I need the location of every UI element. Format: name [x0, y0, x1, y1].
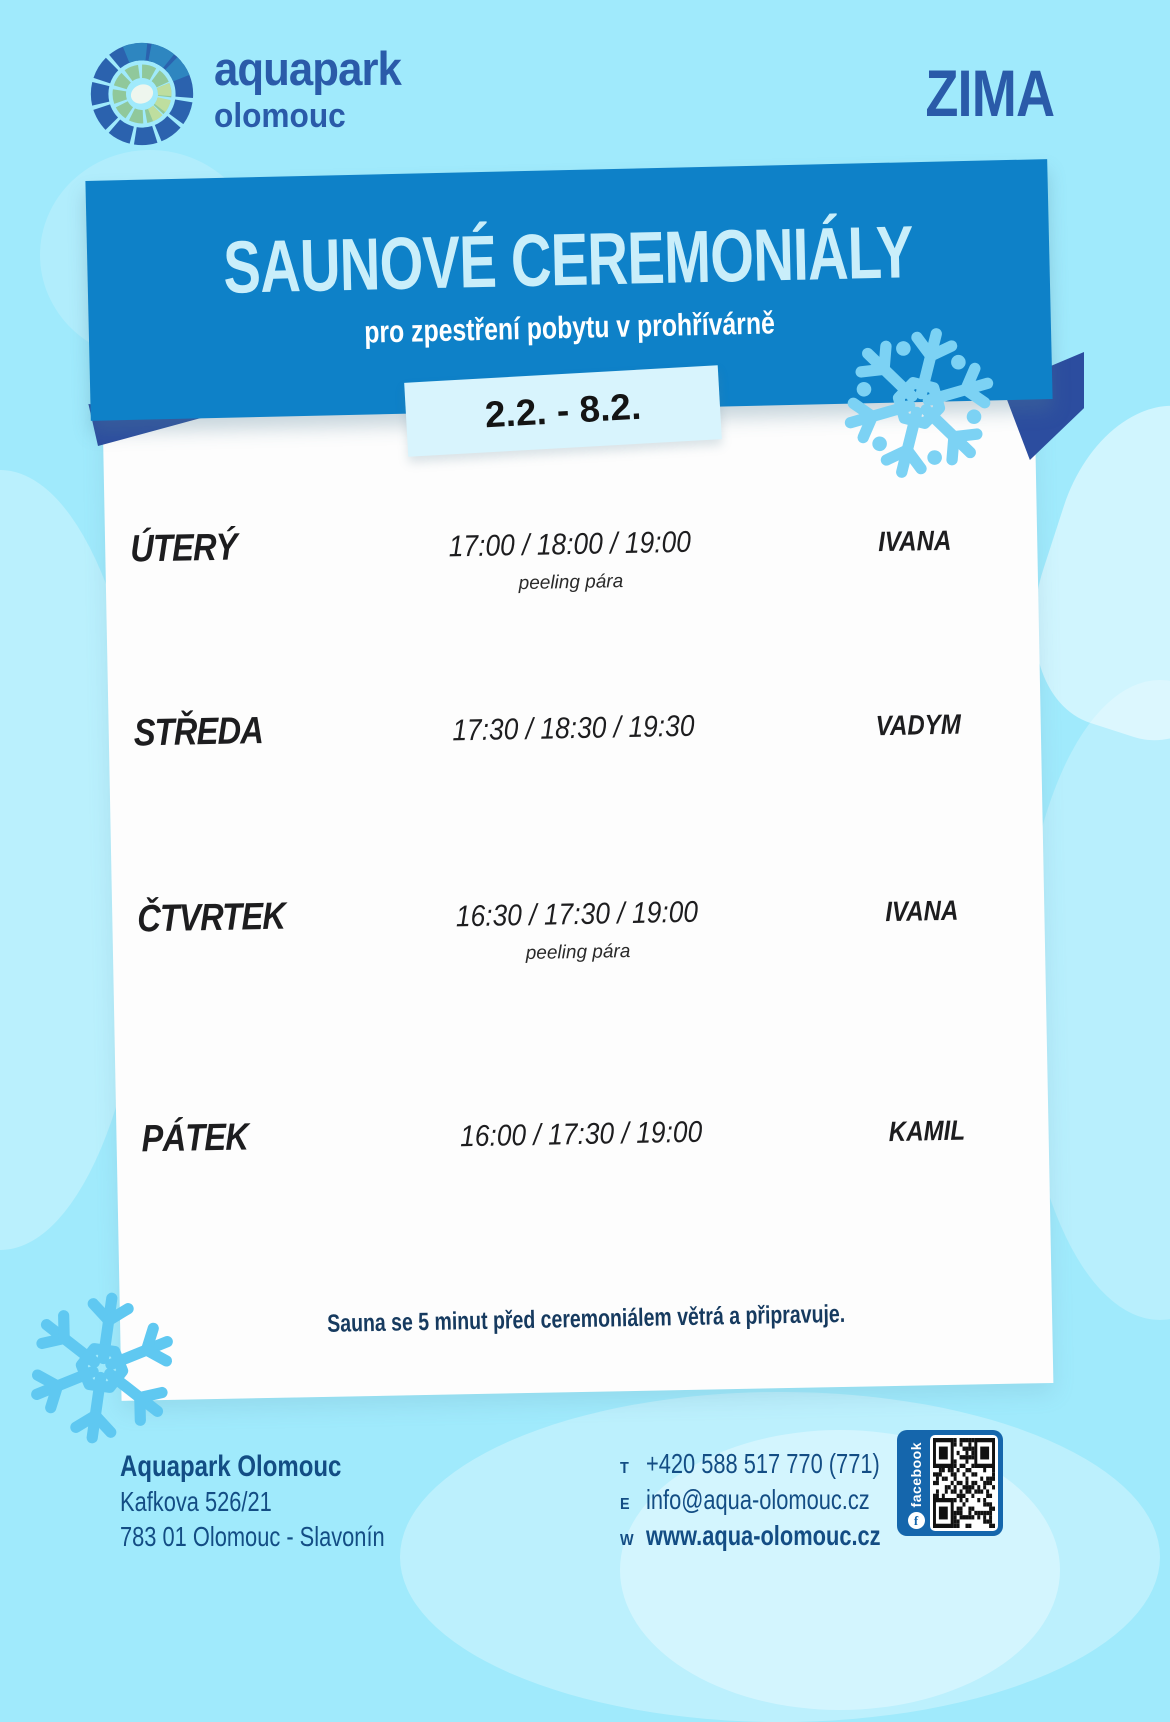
venue-name: Aquapark Olomouc [120, 1450, 342, 1483]
qr-code-svg [933, 1438, 995, 1528]
contact-label-email: E [620, 1496, 630, 1513]
schedule-footnote: Sauna se 5 minut před ceremoniálem větrá a připravuje. [326, 1299, 846, 1338]
schedule-row [112, 881, 1046, 1019]
times-label: 16:30 / 17:30 / 19:00 [455, 895, 699, 934]
times-cell [385, 525, 756, 598]
times-label: 16:00 / 17:30 / 19:00 [460, 1115, 703, 1154]
contact-label-web: W [620, 1532, 634, 1549]
times-label: 17:30 / 18:30 / 19:30 [452, 709, 696, 748]
times-cell [392, 894, 763, 967]
qr-code [930, 1435, 998, 1531]
facebook-icon: f [908, 1512, 925, 1529]
contact-value-web: www.aqua-olomouc.cz [646, 1520, 881, 1551]
season-label: ZIMA [925, 56, 1054, 130]
logo-title: aquapark [214, 42, 401, 95]
schedule-card [103, 395, 1054, 1401]
schedule-row [105, 511, 1039, 649]
header-logo-text [214, 44, 415, 134]
banner-subtitle: pro zpestření pobytu v prohřívárně [364, 305, 776, 350]
contact-value-email: info@aqua-olomouc.cz [646, 1484, 870, 1515]
times-cell [396, 1114, 767, 1165]
host-name: IVANA [885, 894, 960, 928]
times-label: 17:00 / 18:00 / 19:00 [448, 525, 692, 564]
facebook-label: facebook [908, 1441, 924, 1507]
row-note [397, 1158, 767, 1165]
schedule-row [108, 695, 1042, 833]
row-note: peeling pára [525, 941, 631, 965]
day-label: STŘEDA [133, 710, 264, 755]
host-name: VADYM [875, 708, 962, 742]
facebook-badge [897, 1430, 1003, 1536]
host-name: KAMIL [888, 1114, 965, 1148]
row-note: peeling pára [518, 571, 624, 595]
day-label: PÁTEK [141, 1116, 249, 1161]
day-label: ČTVRTEK [136, 895, 286, 941]
day-label: ÚTERÝ [129, 526, 238, 571]
snowflake-icon [12, 1278, 193, 1459]
schedule-row [116, 1101, 1050, 1239]
date-range: 2.2. - 8.2. [483, 385, 643, 436]
banner-title: SAUNOVÉ CEREMONIÁLY [222, 210, 915, 309]
venue-block [120, 1450, 459, 1554]
host-name: IVANA [878, 524, 953, 558]
contact-label-phone: T [620, 1460, 629, 1477]
facebook-strip [902, 1435, 930, 1531]
row-note [389, 752, 759, 759]
times-cell [388, 709, 759, 760]
contact-value-phone: +420 588 517 770 (771) [646, 1448, 880, 1479]
aquapark-logo-icon [80, 32, 204, 156]
venue-address-line2: 783 01 Olomouc - Slavonín [120, 1521, 385, 1552]
logo-subtitle: olomouc [214, 97, 346, 135]
venue-address-line1: Kafkova 526/21 [120, 1486, 272, 1517]
